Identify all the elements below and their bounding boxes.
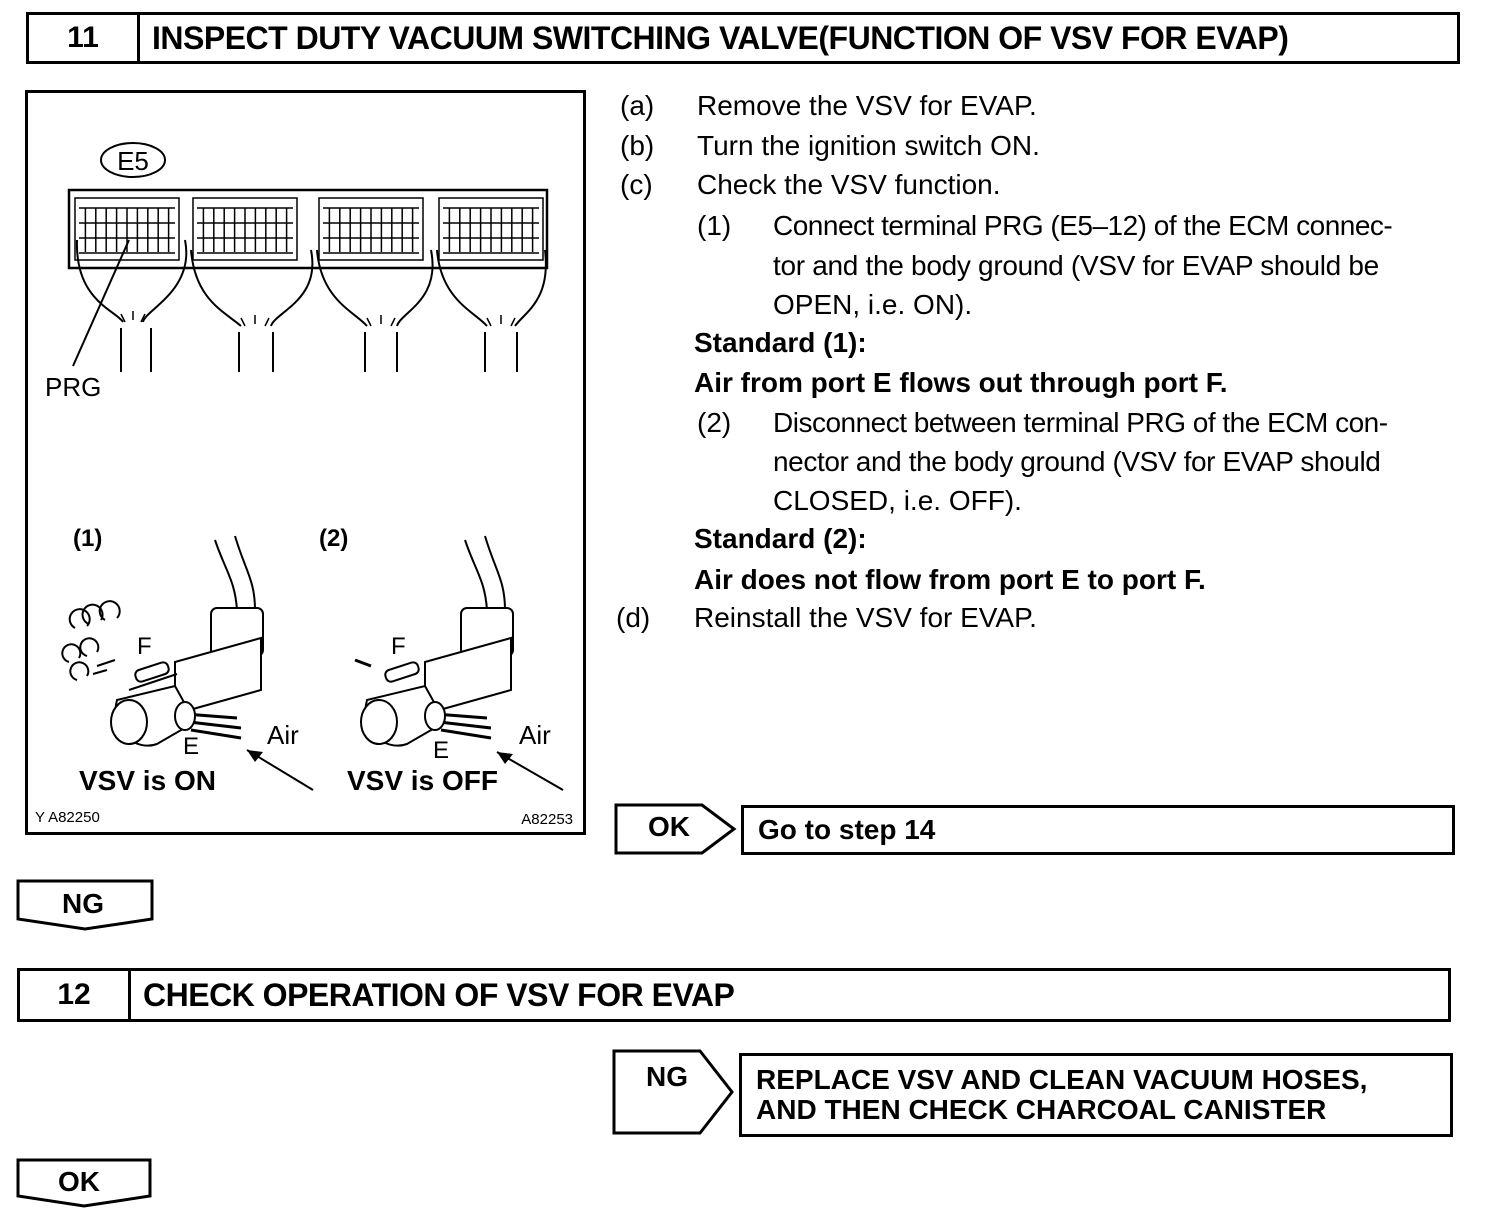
pin-label: PRG [45, 372, 102, 402]
standard-1-label: Standard (1): [694, 327, 867, 358]
ng-flow-tag [16, 879, 156, 931]
connector-label: E5 [117, 146, 149, 176]
standard-1-text: Air from port E flows out through port F. [694, 367, 1228, 398]
step-11-header [26, 12, 1460, 64]
marker-c2: (2) [697, 407, 732, 438]
step-number: 12 [20, 971, 131, 1019]
instruction-b: Turn the ignition switch ON. [697, 130, 1040, 161]
marker-b: (b) [620, 130, 655, 161]
panel-2-label: (2) [319, 525, 349, 552]
instruction-c: Check the VSV function. [697, 169, 1001, 200]
instruction-c1-line3: OPEN, i.e. ON). [773, 289, 973, 320]
ok-arrow-tag [614, 803, 738, 855]
instruction-c1-line1: Connect terminal PRG (E5–12) of the ECM connec- [773, 210, 1393, 241]
marker-c1: (1) [697, 210, 732, 241]
ng-tag-label: NG [646, 1061, 688, 1092]
ok-result-box [741, 805, 1455, 855]
svg-text:Air: Air [267, 720, 299, 750]
instruction-c2-line2: nector and the body ground (VSV for EVAP should [773, 446, 1381, 477]
marker-c: (c) [620, 169, 653, 200]
ng-result-box [739, 1053, 1453, 1137]
svg-text:F: F [391, 633, 406, 660]
instruction-c2-line1: Disconnect between terminal PRG of the ECM con- [773, 407, 1388, 438]
caption-vsv-on: VSV is ON [79, 765, 216, 796]
step-title: INSPECT DUTY VACUUM SWITCHING VALVE(FUNCTION OF VSV FOR EVAP) [152, 19, 1289, 56]
instruction-a: Remove the VSV for EVAP. [697, 90, 1037, 121]
illustration-figure [25, 90, 587, 836]
caption-vsv-off: VSV is OFF [347, 765, 498, 796]
marker-a: (a) [620, 90, 655, 121]
step-number: 11 [29, 15, 140, 61]
ok-tag-label: OK [648, 811, 690, 842]
panel-1-label: (1) [73, 525, 103, 552]
ok-flow-tag [16, 1158, 154, 1208]
instruction-d: Reinstall the VSV for EVAP. [694, 602, 1037, 633]
svg-text:E: E [183, 733, 200, 760]
ng-arrow-tag [612, 1049, 736, 1135]
ng-result-line1: REPLACE VSV AND CLEAN VACUUM HOSES, [756, 1064, 1368, 1095]
ng-result-line2: AND THEN CHECK CHARCOAL CANISTER [756, 1094, 1327, 1125]
svg-text:F: F [137, 633, 152, 660]
ok-flow-label: OK [58, 1166, 100, 1197]
ok-result-text: Go to step 14 [758, 814, 936, 845]
svg-text:Air: Air [519, 720, 551, 750]
marker-d: (d) [616, 602, 651, 633]
svg-text:E: E [433, 737, 450, 764]
ng-flow-label: NG [62, 888, 104, 919]
standard-2-text: Air does not flow from port E to port F. [694, 564, 1206, 595]
figure-code-left: Y A82250 [35, 809, 100, 826]
instruction-c1-line2: tor and the body ground (VSV for EVAP should be [773, 250, 1379, 281]
step-12-header [17, 968, 1451, 1022]
step-title: CHECK OPERATION OF VSV FOR EVAP [143, 976, 735, 1013]
instruction-c2-line3: CLOSED, i.e. OFF). [773, 485, 1022, 516]
standard-2-label: Standard (2): [694, 523, 867, 554]
figure-code-right: A82253 [521, 811, 573, 828]
